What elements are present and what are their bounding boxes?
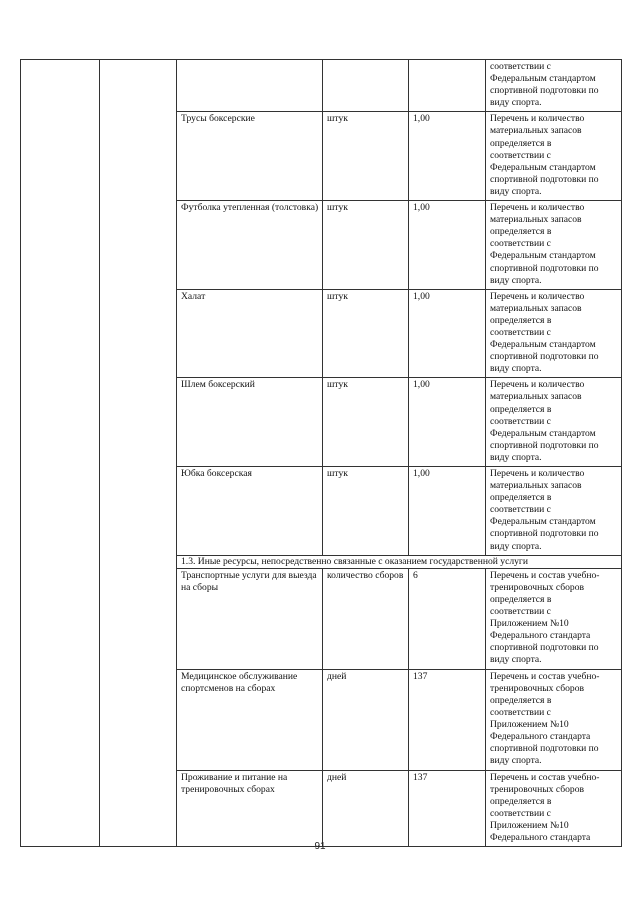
note-cell: Перечень и количество материальных запасов определяется в соответствии с Федеральным стандартом спортивной подготовки по виду спорта. xyxy=(486,467,622,556)
unit-cell xyxy=(323,60,409,112)
merged-cell-col2 xyxy=(100,60,177,847)
note-cell: Перечень и количество материальных запасов определяется в соответствии с Федеральным стандартом спортивной подготовки по виду спорта. xyxy=(486,112,622,201)
merged-cell-col1 xyxy=(21,60,100,847)
qty-cell: 1,00 xyxy=(409,467,486,556)
qty-cell: 137 xyxy=(409,770,486,847)
unit-cell: дней xyxy=(323,770,409,847)
note-cell: соответствии с Федеральным стандартом спортивной подготовки по виду спорта. xyxy=(486,60,622,112)
unit-cell: штук xyxy=(323,378,409,467)
note-cell: Перечень и количество материальных запасов определяется в соответствии с Федеральным стандартом спортивной подготовки по виду спорта. xyxy=(486,201,622,290)
qty-cell: 1,00 xyxy=(409,289,486,378)
unit-cell: дней xyxy=(323,669,409,770)
item-cell: Медицинское обслуживание спортсменов на сборах xyxy=(177,669,323,770)
item-cell xyxy=(177,60,323,112)
page-number: 91 xyxy=(314,841,326,852)
qty-cell: 137 xyxy=(409,669,486,770)
note-cell: Перечень и количество материальных запасов определяется в соответствии с Федеральным стандартом спортивной подготовки по виду спорта. xyxy=(486,378,622,467)
qty-cell: 6 xyxy=(409,568,486,669)
section-title: 1.3. Иные ресурсы, непосредственно связанные с оказанием государственной услуги xyxy=(177,555,622,568)
note-cell: Перечень и состав учебно- тренировочных сборов определяется в соответствии с Приложением №10 Федерального стандарта спортивной подготовки по виду спорта. xyxy=(486,669,622,770)
qty-cell: 1,00 xyxy=(409,378,486,467)
item-cell: Футболка утепленная (толстовка) xyxy=(177,201,323,290)
unit-cell: штук xyxy=(323,289,409,378)
note-cell: Перечень и состав учебно- тренировочных сборов определяется в соответствии с Приложением №10 Федерального стандарта спортивной подготовки по виду спорта. xyxy=(486,568,622,669)
item-cell: Халат xyxy=(177,289,323,378)
unit-cell: штук xyxy=(323,201,409,290)
item-cell: Транспортные услуги для выезда на сборы xyxy=(177,568,323,669)
resources-table xyxy=(20,59,622,847)
unit-cell: штук xyxy=(323,467,409,556)
table-row xyxy=(21,60,622,112)
note-cell: Перечень и состав учебно- тренировочных сборов определяется в соответствии с Приложением №10 Федерального стандарта xyxy=(486,770,622,847)
item-cell: Шлем боксерский xyxy=(177,378,323,467)
qty-cell: 1,00 xyxy=(409,201,486,290)
item-cell: Трусы боксерские xyxy=(177,112,323,201)
qty-cell: 1,00 xyxy=(409,112,486,201)
item-cell: Проживание и питание на тренировочных сборах xyxy=(177,770,323,847)
item-cell: Юбка боксерская xyxy=(177,467,323,556)
qty-cell xyxy=(409,60,486,112)
note-cell: Перечень и количество материальных запасов определяется в соответствии с Федеральным стандартом спортивной подготовки по виду спорта. xyxy=(486,289,622,378)
unit-cell: количество сборов xyxy=(323,568,409,669)
unit-cell: штук xyxy=(323,112,409,201)
